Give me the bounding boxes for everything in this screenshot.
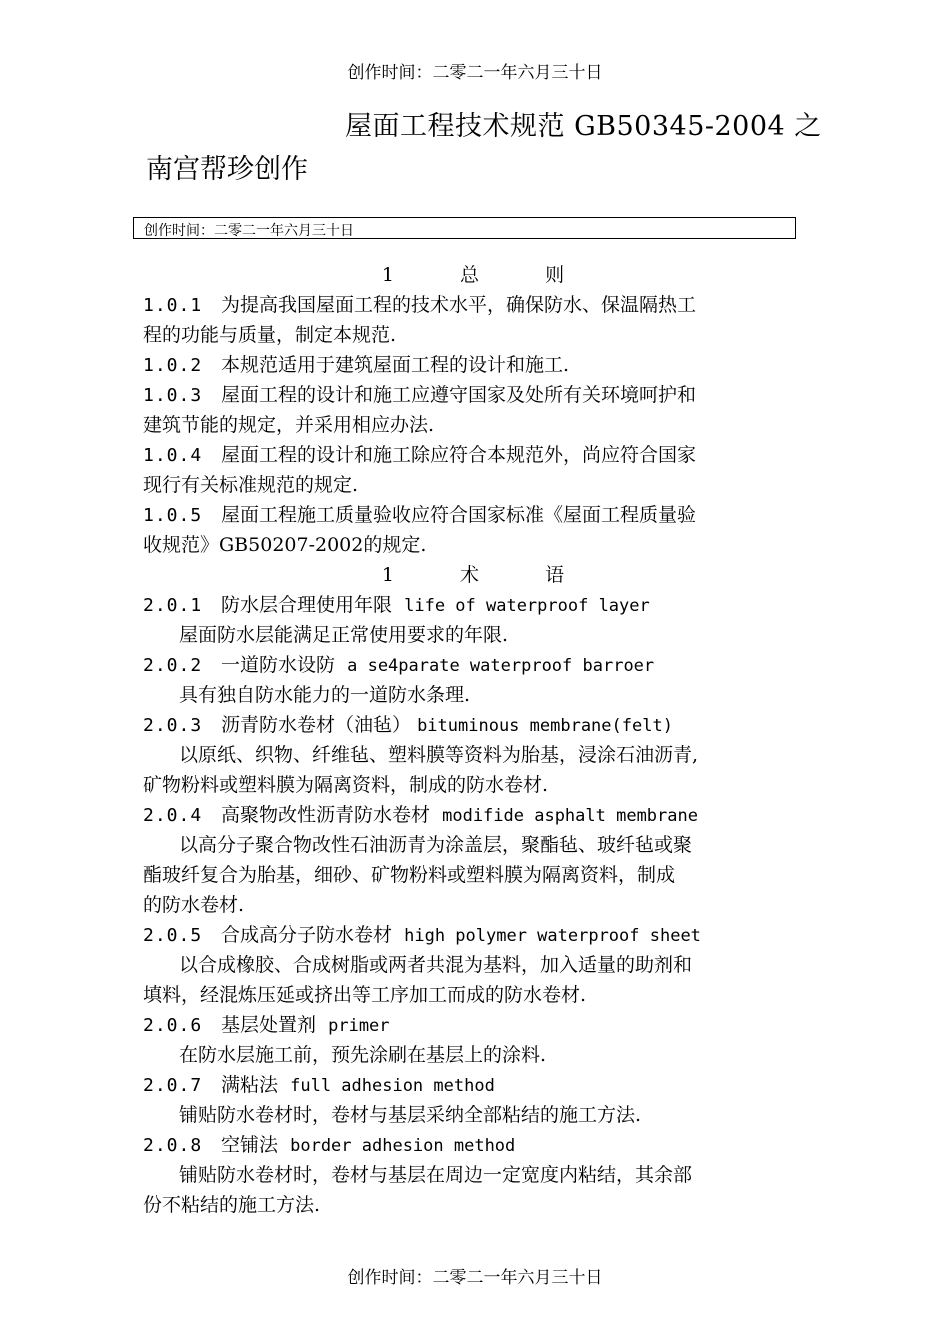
footer-creation-time: 创作时间：二零二一年六月三十日 xyxy=(347,1268,603,1288)
clause-1-0-1: 1.0.1 为提高我国屋面工程的技术水平，确保防水、保温隔热工 xyxy=(143,294,697,316)
section-heading-general: 1 总 则 xyxy=(381,264,595,286)
term-definition: 填料，经混炼压延或挤出等工序加工而成的防水卷材. xyxy=(143,984,587,1006)
clause-1-0-4: 1.0.4 屋面工程的设计和施工除应符合本规范外，尚应符合国家 xyxy=(143,444,697,466)
term-definition: 的防水卷材. xyxy=(143,894,245,916)
term-definition: 以合成橡胶、合成树脂或两者共混为基料，加入适量的助剂和 xyxy=(179,954,693,976)
clause-1-0-2: 1.0.2 本规范适用于建筑屋面工程的设计和施工. xyxy=(143,354,570,376)
term-definition: 具有独自防水能力的一道防水条理. xyxy=(179,684,471,706)
section-heading-terms: 1 术 语 xyxy=(381,564,595,586)
document-title: 屋面工程技术规范 GB50345-2004 之 xyxy=(345,111,822,142)
term-2-0-3: 2.0.3 沥青防水卷材（油毡） bituminous membrane(felt) xyxy=(143,714,673,736)
term-definition: 在防水层施工前，预先涂刷在基层上的涂料. xyxy=(179,1044,547,1066)
clause-text: 收规范》GB50207-2002的规定. xyxy=(143,534,427,556)
term-2-0-6: 2.0.6 基层处置剂 primer xyxy=(143,1014,390,1036)
clause-1-0-3: 1.0.3 屋面工程的设计和施工应遵守国家及处所有关环境呵护和 xyxy=(143,384,697,406)
term-definition: 以原纸、织物、纤维毡、塑料膜等资料为胎基，浸涂石油沥青, xyxy=(179,744,699,766)
clause-text: 程的功能与质量，制定本规范. xyxy=(143,324,397,346)
term-2-0-4: 2.0.4 高聚物改性沥青防水卷材 modifide asphalt membrane xyxy=(143,804,698,826)
term-definition: 铺贴防水卷材时，卷材与基层在周边一定宽度内粘结，其余部 xyxy=(179,1164,693,1186)
term-definition: 以高分子聚合物改性石油沥青为涂盖层，聚酯毡、玻纤毡或聚 xyxy=(179,834,693,856)
term-2-0-7: 2.0.7 满粘法 full adhesion method xyxy=(143,1074,495,1096)
term-definition: 铺贴防水卷材时，卷材与基层采纳全部粘结的施工方法. xyxy=(179,1104,642,1126)
term-2-0-1: 2.0.1 防水层合理使用年限 life of waterproof layer xyxy=(143,594,650,616)
term-definition: 矿物粉料或塑料膜为隔离资料，制成的防水卷材. xyxy=(143,774,549,796)
clause-text: 建筑节能的规定，并采用相应办法. xyxy=(143,414,435,436)
clause-text: 现行有关标准规范的规定. xyxy=(143,474,359,496)
header-creation-time: 创作时间：二零二一年六月三十日 xyxy=(347,63,603,83)
clause-1-0-5: 1.0.5 屋面工程施工质量验收应符合国家标准《屋面工程质量验 xyxy=(143,504,697,526)
term-2-0-8: 2.0.8 空铺法 border adhesion method xyxy=(143,1134,516,1156)
term-2-0-2: 2.0.2 一道防水设防 a se4parate waterproof barroer xyxy=(143,654,655,676)
term-definition: 酯玻纤复合为胎基，细砂、矿物粉料或塑料膜为隔离资料，制成 xyxy=(143,864,676,886)
term-2-0-5: 2.0.5 合成高分子防水卷材 high polymer waterproof sheet xyxy=(143,924,701,946)
document-title-author: 南宫帮珍创作 xyxy=(146,154,308,185)
creation-time-box xyxy=(133,217,796,239)
term-definition: 屋面防水层能满足正常使用要求的年限. xyxy=(179,624,509,646)
box-creation-time: 创作时间：二零二一年六月三十日 xyxy=(144,223,354,239)
document-body xyxy=(143,260,823,1220)
term-definition: 份不粘结的施工方法. xyxy=(143,1194,321,1216)
